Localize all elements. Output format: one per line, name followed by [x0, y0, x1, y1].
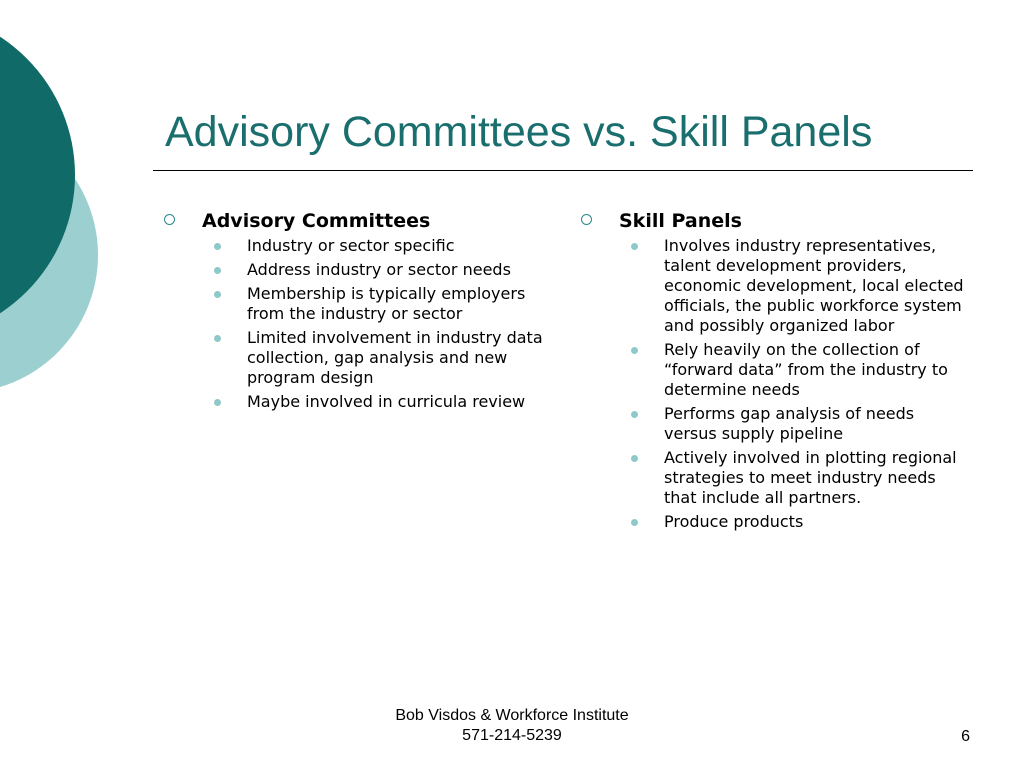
dot-bullet-icon: [631, 243, 638, 250]
list-item-text: Produce products: [664, 512, 804, 531]
column-heading: Skill Panels: [619, 210, 742, 232]
dot-bullet-icon: [631, 411, 638, 418]
dot-bullet-icon: [214, 399, 221, 406]
dot-bullet-icon: [214, 335, 221, 342]
list-item: [664, 448, 971, 508]
dot-bullet-icon: [214, 267, 221, 274]
list-item-text: Performs gap analysis of needs versus supply pipeline: [664, 404, 915, 443]
footer-phone: 571-214-5239: [462, 727, 562, 744]
list-item-text: Industry or sector specific: [247, 236, 455, 255]
dot-bullet-icon: [214, 243, 221, 250]
slide-title: Advisory Committees vs. Skill Panels: [165, 108, 873, 156]
list-item: [664, 404, 971, 444]
page-number: 6: [961, 728, 970, 745]
list-item: [247, 284, 554, 324]
list-item-text: Rely heavily on the collection of “forward data” from the industry to determine needs: [664, 340, 948, 399]
hollow-circle-bullet-icon: [581, 214, 592, 225]
column-heading: Advisory Committees: [202, 210, 431, 232]
list-item: [664, 340, 971, 400]
skill-panels-column: [581, 208, 971, 536]
list-item: [247, 328, 554, 388]
footer-author: Bob Visdos & Workforce Institute: [395, 707, 629, 724]
list-item-text: Limited involvement in industry data collection, gap analysis and new program design: [247, 328, 543, 387]
list-item: [664, 236, 971, 336]
advisory-committees-column: [164, 208, 554, 416]
list-item: [247, 392, 554, 412]
dot-bullet-icon: [631, 347, 638, 354]
hollow-circle-bullet-icon: [164, 214, 175, 225]
decorative-circles: [0, 0, 110, 420]
list-item-text: Address industry or sector needs: [247, 260, 511, 279]
sub-bullet-list: [202, 236, 554, 412]
list-item: [247, 260, 554, 280]
list-item-text: Actively involved in plotting regional strategies to meet industry needs that include all partners.: [664, 448, 957, 507]
dot-bullet-icon: [631, 519, 638, 526]
title-divider: [153, 170, 973, 171]
list-item-text: Membership is typically employers from the industry or sector: [247, 284, 526, 323]
dot-bullet-icon: [214, 291, 221, 298]
slide-footer: [312, 706, 712, 746]
level1-bullet-item: [164, 208, 554, 412]
list-item: [664, 512, 971, 532]
dot-bullet-icon: [631, 455, 638, 462]
sub-bullet-list: [619, 236, 971, 532]
level1-bullet-item: [581, 208, 971, 532]
list-item-text: Maybe involved in curricula review: [247, 392, 526, 411]
list-item-text: Involves industry representatives, talent development providers, economic development, local elected officials, the public workforce system and possibly organized labor: [664, 236, 964, 335]
list-item: [247, 236, 554, 256]
